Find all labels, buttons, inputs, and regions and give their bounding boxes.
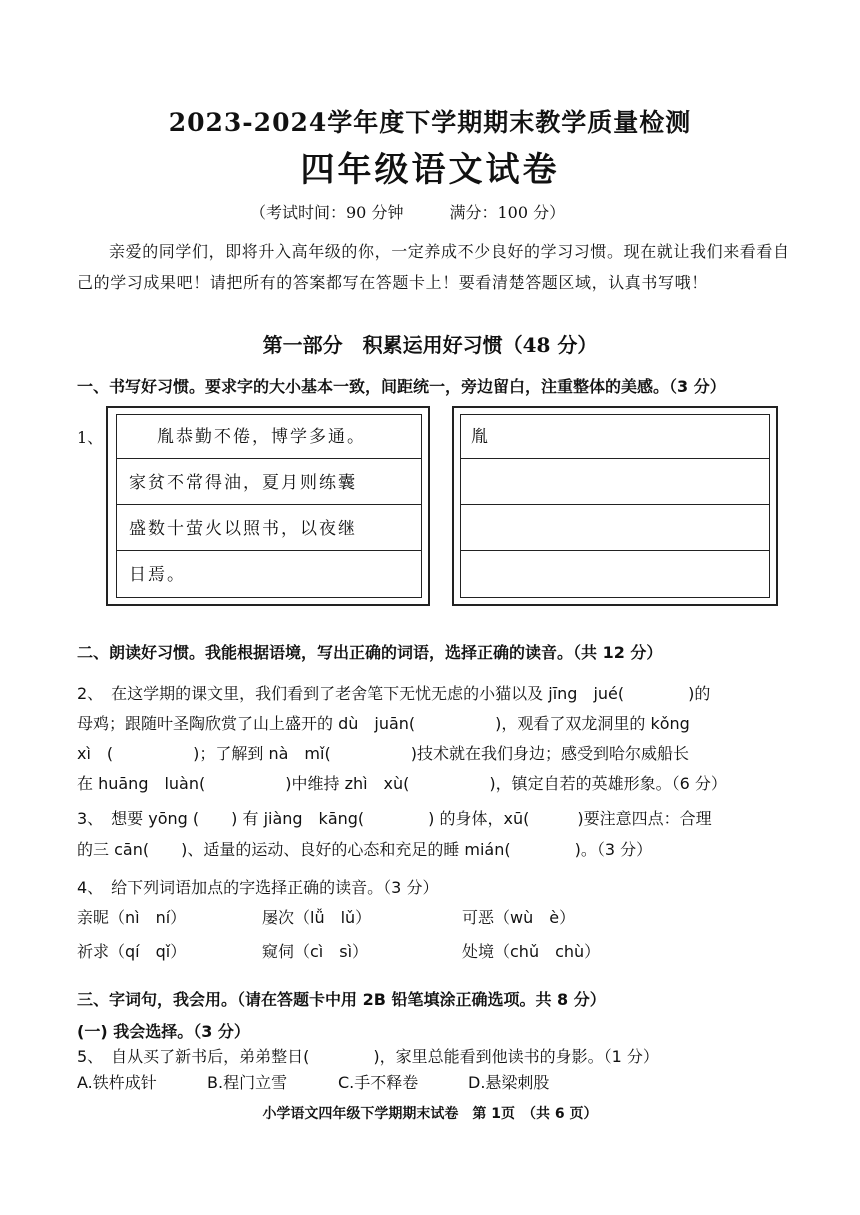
section3-sub1: (一) 我会选择。（3 分）	[77, 1022, 250, 1041]
q5-option-d: D.悬梁刺股	[468, 1073, 550, 1092]
q4-item-4: 祈求（qí qǐ）	[77, 942, 187, 961]
q5-option-a: A.铁杵成针	[77, 1073, 157, 1092]
copy-line-3: 盛数十萤火以照书，以夜继	[117, 507, 421, 551]
section3-heading: 三、字词句，我会用。（请在答题卡中用 2B 铅笔填涂正确选项。共 8 分）	[77, 990, 606, 1009]
writing-line-4[interactable]	[461, 553, 769, 597]
copy-line-2: 家贫不常得油，夏月则练囊	[117, 461, 421, 505]
writing-line-1[interactable]	[461, 415, 769, 459]
q3-line-2: 的三 cān( )、适量的运动、良好的心态和充足的睡 mián( )。（3 分）	[77, 840, 653, 859]
q4-item-2: 屡次（lǚ lǔ）	[262, 908, 372, 927]
q5-question: 5、 自从买了新书后，弟弟整日( )，家里总能看到他读书的身影。（1 分）	[77, 1047, 659, 1066]
writing-box[interactable]	[452, 406, 778, 606]
writing-start-char: 胤	[471, 427, 488, 447]
q1-number: 1、	[77, 428, 104, 447]
section1-heading: 一、书写好习惯。要求字的大小基本一致，间距统一，旁边留白，注重整体的美感。（3 分）	[77, 377, 726, 396]
q4-item-6: 处境（chǔ chù）	[462, 942, 601, 961]
q2-line-3: xì ( )；了解到 nà mǐ( )技术就在我们身边；感受到哈尔威船长	[77, 744, 689, 763]
exam-time: （考试时间：90 分钟	[250, 203, 404, 222]
writing-line-3[interactable]	[461, 507, 769, 551]
q2-line-2: 母鸡；跟随叶圣陶欣赏了山上盛开的 dù juān( )，观看了双龙洞里的 kǒng	[77, 714, 690, 733]
exam-info	[250, 200, 611, 223]
q4-heading: 4、 给下列词语加点的字选择正确的读音。（3 分）	[77, 878, 439, 897]
q2-line-4: 在 huāng luàn( )中维持 zhì xù( )，镇定自若的英雄形象。（6 分）	[77, 774, 727, 793]
copy-line-1: 胤恭勤不倦，博学多通。	[117, 415, 421, 459]
section2-heading: 二、朗读好习惯。我能根据语境，写出正确的词语，选择正确的读音。（共 12 分）	[77, 643, 663, 662]
writing-line-2[interactable]	[461, 461, 769, 505]
q4-item-5: 窥伺（cì sì）	[262, 942, 369, 961]
copy-line-4: 日焉。	[129, 565, 186, 585]
page-footer: 小学语文四年级下学期期末试卷 第 1页 （共 6 页）	[262, 1106, 598, 1122]
q3-line-1: 3、 想要 yōng ( ) 有 jiàng kāng( ) 的身体，xū( )要注意四点：合理	[77, 809, 712, 828]
exam-subtitle: 四年级语文试卷	[300, 150, 560, 190]
exam-score: 满分：100 分）	[449, 203, 566, 222]
q2-line-1: 2、 在这学期的课文里，我们看到了老舍笔下无忧无虑的小猫以及 jīng jué( )的	[77, 684, 711, 703]
q5-option-b: B.程门立雪	[207, 1073, 288, 1092]
exam-title: 2023-2024学年度下学期期末教学质量检测	[168, 108, 692, 137]
copy-text-box	[106, 406, 430, 606]
q5-option-c: C.手不释卷	[338, 1073, 419, 1092]
q4-item-3: 可恶（wù è）	[462, 908, 576, 927]
q4-item-1: 亲昵（nì ní）	[77, 908, 187, 927]
intro-paragraph: 亲爱的同学们，即将升入高年级的你，一定养成不少良好的学习习惯。现在就让我们来看看自己的学习成果吧！请把所有的答案都写在答题卡上！要看清楚答题区域，认真书写哦！	[77, 242, 790, 292]
part1-heading: 第一部分 积累运用好习惯（48 分）	[262, 333, 598, 357]
